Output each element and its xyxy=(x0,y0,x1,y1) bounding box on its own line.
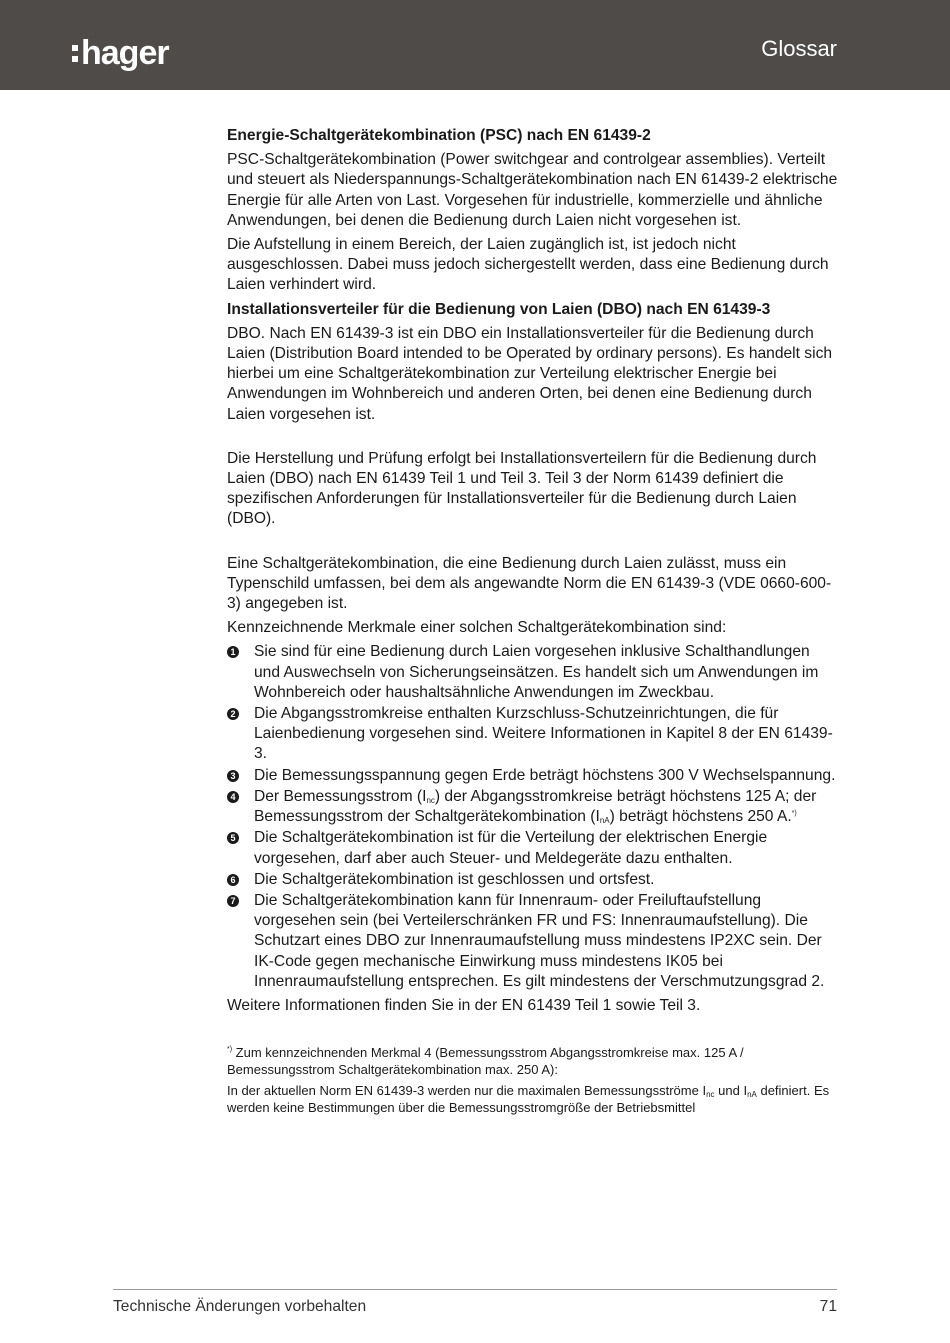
footnote-marker: *) xyxy=(227,1046,233,1054)
dbo-paragraph-1: DBO. Nach EN 61439-3 ist ein DBO ein Installationsverteiler für die Bedienung durch Laien (Distribution Board intended to be Operated by ordinary persons). Es handelt sich hierbei um eine Schaltgerätekombination zur Verteilung elektrischer Energie bei Anwendungen im Wohnbereich und anderen Orten, bei denen eine Bedienung durch Laien vorgesehen ist. xyxy=(227,324,833,423)
dbo-paragraph-2: Die Herstellung und Prüfung erfolgt bei Installationsverteilern für die Bedienung durch Laien (DBO) nach EN 61439 Teil 1 und Teil 3. Teil 3 der Norm 61439 definiert die spezifischen Anforderungen für Installationsverteiler für die Bedienung durch Laien (DBO). xyxy=(227,449,817,528)
feature-list xyxy=(227,642,839,991)
list-item-text: Die Abgangsstromkreise enthalten Kurzschluss-Schutzeinrichtungen, die für Laienbedienung vorgesehen sind. Weitere Informationen in Kapitel 8 der EN 61439-3. xyxy=(254,705,833,763)
list-item xyxy=(227,828,839,868)
number-6-icon: 6 xyxy=(227,874,239,886)
psc-paragraph-2: Die Aufstellung in einem Bereich, der Laien zugänglich ist, ist jedoch nicht ausgeschlossen. Dabei muss jedoch sichergestellt werden, dass eine Bedienung durch Laien verhindert wird. xyxy=(227,236,829,294)
footnote xyxy=(227,1044,839,1116)
footer-divider xyxy=(113,1289,837,1290)
dbo-heading: Installationsverteiler für die Bedienung von Laien (DBO) nach EN 61439-3 xyxy=(227,300,771,318)
number-4-icon: 4 xyxy=(227,791,239,803)
main-content xyxy=(227,126,839,1120)
number-2-icon: 2 xyxy=(227,708,239,720)
dbo-paragraph-4: Kennzeichnende Merkmale einer solchen Schaltgerätekombination sind: xyxy=(227,619,727,637)
footer-disclaimer: Technische Änderungen vorbehalten xyxy=(113,1298,367,1315)
footnote-line-1: *) Zum kennzeichnenden Merkmal 4 (Bemessungsstrom Abgangsstromkreise max. 125 A / Bemessungsstrom Schaltgerätekombination max. 250 A): xyxy=(227,1045,744,1078)
closing-paragraph: Weitere Informationen finden Sie in der EN 61439 Teil 1 sowie Teil 3. xyxy=(227,996,701,1014)
list-item xyxy=(227,787,839,827)
list-item xyxy=(227,642,839,703)
hager-logo xyxy=(72,33,169,73)
list-item-text: Die Schaltgerätekombination ist geschlossen und ortsfest. xyxy=(254,870,655,888)
page-number: 71 xyxy=(819,1298,837,1315)
list-item xyxy=(227,766,839,786)
list-item-text: Die Schaltgerätekombination ist für die Verteilung der elektrischen Energie vorgesehen, darf aber auch Steuer- und Meldegeräte dazu enthalten. xyxy=(254,829,768,867)
dbo-paragraph-3: Eine Schaltgerätekombination, die eine Bedienung durch Laien zulässt, muss ein Typenschild umfassen, bei dem als angewandte Norm die EN 61439-3 (VDE 0660-600-3) angegeben ist. xyxy=(227,554,832,613)
psc-paragraph-1: PSC-Schaltgerätekombination (Power switchgear and controlgear assemblies). Verteilt und steuert als Niederspannungs-Schaltgerätekombination nach EN 61439-2 elektrische Energie für alle Arten von Last. Vorgesehen für industrielle, kommerzielle und ähnliche Anwendungen, bei denen die Bedienung durch Laien nicht vorgesehen ist. xyxy=(227,151,838,229)
list-item-text: Die Schaltgerätekombination kann für Innenraum- oder Freiluftaufstellung vorgesehen sein (bei Verteilerschränken FR und FS: Innenraumaufstellung). Die Schutzart eines DBO zur Innenraumaufstellung muss mindestens IP2XC sein. Der IK-Code gegen mechanische Einwirkung muss mindestens IK05 bei Innenraumaufstellung entsprechen. Es gilt mindestens der Verschmutzungsgrad 2. xyxy=(254,891,825,990)
footnote-line-2: In der aktuellen Norm EN 61439-3 werden nur die maximalen Bemessungsströme $I_{nc}$ und $I_{nA}$ definiert. Es werden keine Bestimmungen über die Bemessungsstromgröße der Betriebsmittel xyxy=(227,1083,830,1116)
list-item-text: Der Bemessungsstrom $(I_{nc})$ der Abgangsstromkreise beträgt höchstens 125 A; der Bemessungsstrom der Schaltgerätekombination $(I_{nA})$ beträgt höchstens 250 A.*) xyxy=(254,787,817,826)
number-3-icon: 3 xyxy=(227,770,239,782)
number-1-icon: 1 xyxy=(227,646,239,658)
number-7-icon: 7 xyxy=(227,895,239,907)
number-5-icon: 5 xyxy=(227,832,239,844)
logo-text: hager xyxy=(81,34,169,72)
logo-dots-icon xyxy=(72,45,78,62)
list-item-text: Die Bemessungsspannung gegen Erde beträgt höchstens 300 V Wechselspannung. xyxy=(254,766,836,784)
list-item-text: Sie sind für eine Bedienung durch Laien vorgesehen inklusive Schalthandlungen und Auswechseln von Sicherungseinsätzen. Es handelt sich um Anwendungen im Wohnbereich oder haushaltsähnliche Anwendungen im Zweckbau. xyxy=(254,643,819,701)
list-item xyxy=(227,891,839,992)
list-item xyxy=(227,870,839,890)
list-item xyxy=(227,704,839,765)
footnote-reference: *) xyxy=(791,810,797,818)
page-header xyxy=(0,0,950,90)
section-title: Glossar xyxy=(761,36,837,61)
psc-heading: Energie-Schaltgerätekombination (PSC) nach EN 61439-2 xyxy=(227,127,651,144)
